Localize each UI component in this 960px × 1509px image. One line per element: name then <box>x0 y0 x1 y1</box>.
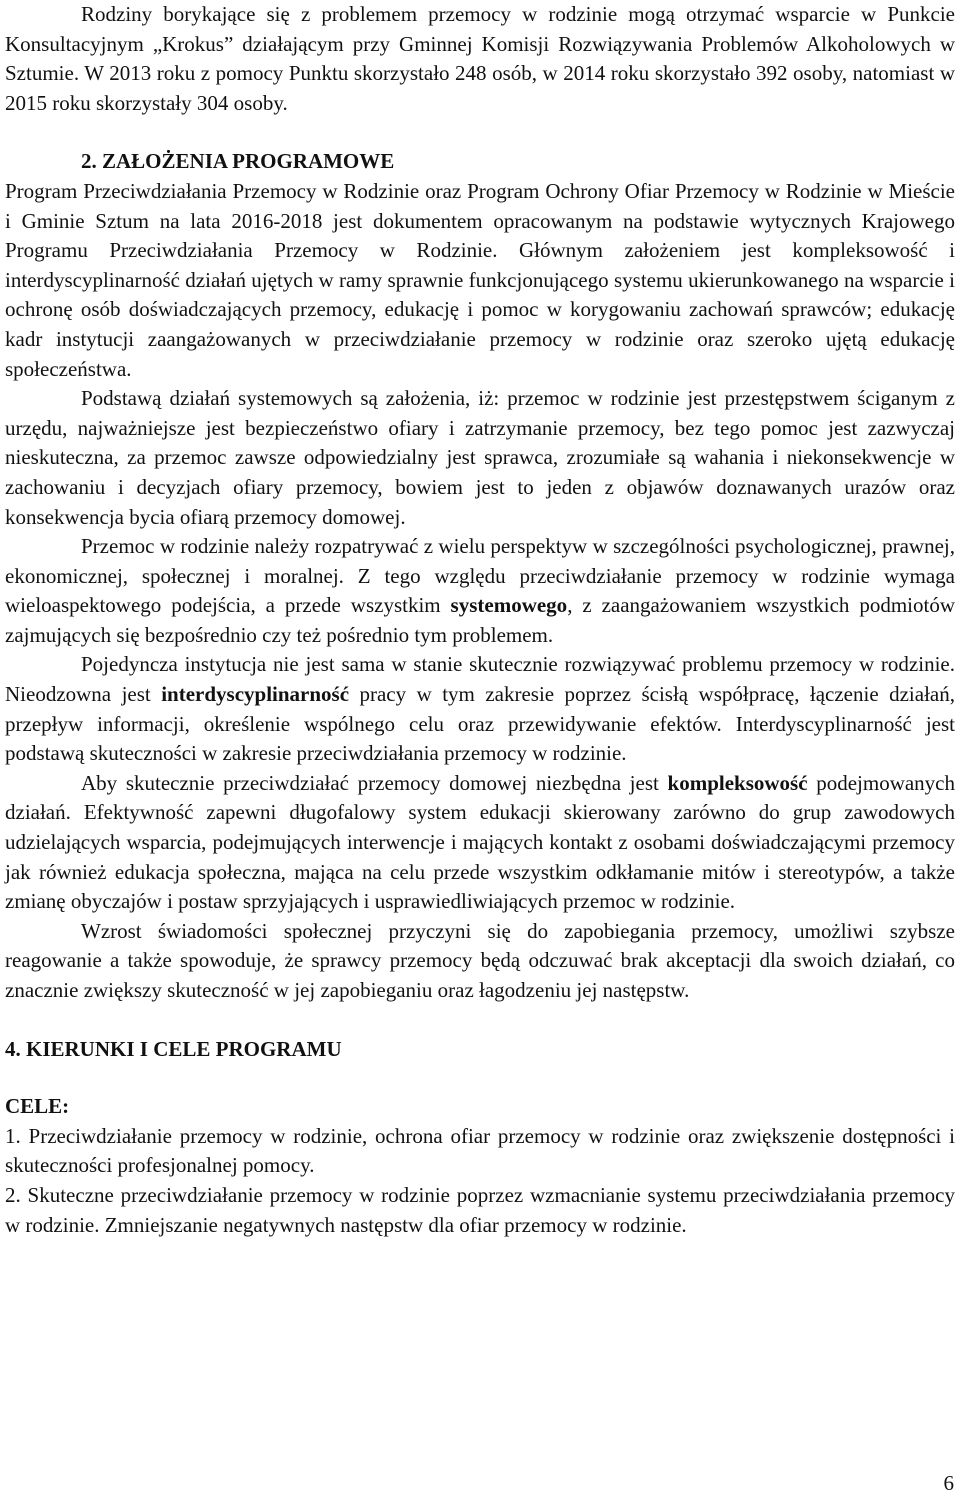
spacer <box>5 1006 955 1035</box>
goal-item-2: 2. Skuteczne przeciwdziałanie przemocy w rodzinie poprzez wzmacnianie systemu przeciwdziałania przemocy w rodzinie. Zmniejszanie negatywnych następstw dla ofiar przemocy w rodzinie. <box>5 1182 955 1237</box>
paragraph-text: pracy w tym zakresie poprzez ścisłą współpracę, łączenie działań, przepływ informacji, określenie wspólnego celu oraz przewidywanie efektów. Interdyscyplinarność jest podstawą skuteczności w zakresie przeciwdziałania przemocy w rodzinie. <box>5 682 955 766</box>
spacer <box>5 118 955 147</box>
section-2-heading: 2. ZAŁOŻENIA PROGRAMOWE <box>81 149 395 174</box>
goal-item-1: 1. Przeciwdziałanie przemocy w rodzinie, ochrona ofiar przemocy w rodzinie oraz zwiększenie dostępności i skuteczności profesjonalnej pomocy. <box>5 1123 955 1178</box>
section-2-paragraph-4 <box>5 650 955 768</box>
emphasis-systemowego: systemowego <box>450 593 568 618</box>
document-page <box>5 0 955 1240</box>
page-number: 6 <box>943 1471 954 1495</box>
emphasis-kompleksowosc: kompleksowość <box>667 770 808 795</box>
paragraph-text: podejmowanych działań. Efektywność zapewni długofalowy system edukacji skierowany zarówno do grup zawodowych udzielających wsparcia, podejmujących interwencje i mających kontakt z osobami doświadczającymi przemocy jak również edukacja społeczna, mająca na celu przede wszystkim odkłamanie mitów i stereotypów, a także zmianę obyczajów i postaw sprzyjających i usprawiedliwiających przemoc w rodzinie. <box>5 770 955 914</box>
intro-paragraph: Rodziny borykające się z problemem przemocy w rodzinie mogą otrzymać wsparcie w Punkcie Konsultacyjnym „Krokus” działającym przy Gminnej Komisji Rozwiązywania Problemów Alkoholowych w Sztumie. W 2013 roku z pomocy Punktu skorzystało 248 osób, w 2014 roku skorzystało 392 osoby, natomiast w 2015 roku skorzystały 304 osoby. <box>5 2 955 115</box>
section-2-paragraph-2: Podstawą działań systemowych są założenia, iż: przemoc w rodzinie jest przestępstwem ściganym z urzędu, najważniejsze jest bezpieczeństwo ofiary i zatrzymanie przemocy, bez tego pomoc jest zazwyczaj nieskuteczna, za przemoc zawsze odpowiedzialny jest sprawca, zrozumiałe są wahania i niekonsekwencje w zachowaniu i decyzjach ofiary przemocy, bowiem jest to jeden z objawów doznawanych urazów oraz konsekwencja bycia ofiarą przemocy domowej. <box>5 386 955 529</box>
paragraph-text: Przemoc w rodzinie należy rozpatrywać z wielu perspektyw w szczególności psychologicznej, prawnej, ekonomicznej, społecznej i moralnej. Z tego względu przeciwdziałanie przemocy w rodzinie wymaga wieloaspektowego podejścia, a przede wszystkim <box>5 534 955 618</box>
goals-heading: CELE: <box>5 1094 70 1119</box>
emphasis-interdyscyplinarnosc: interdyscyplinarność <box>161 682 350 707</box>
section-2-paragraph-3 <box>5 532 955 650</box>
section-2-paragraph-5 <box>5 769 955 917</box>
section-2-paragraph-6: Wzrost świadomości społecznej przyczyni się do zapobiegania przemocy, umożliwi szybsze reagowanie a także spowoduje, że sprawcy przemocy będą odczuwać brak akceptacji dla swoich działań, co znacznie zwiększy skuteczność w jej zapobieganiu oraz łagodzeniu jej następstw. <box>5 918 955 1002</box>
section-2-paragraph-1: Program Przeciwdziałania Przemocy w Rodzinie oraz Program Ochrony Ofiar Przemocy w Rodzinie w Mieście i Gminie Sztum na lata 2016-2018 jest dokumentem opracowanym na podstawie wytycznych Krajowego Programu Przeciwdziałania Przemocy w Rodzinie. Głównym założeniem jest kompleksowość i interdyscyplinarność działań ujętych w ramy sprawnie funkcjonującego systemu ukierunkowanego na wsparcie i ochronę osób doświadczających przemocy, edukację i pomoc w korygowaniu zachowań sprawców; edukację kadr instytucji zaangażowanych w przeciwdziałanie przemocy w rodzinie oraz szeroko ujętą edukację społeczeństwa. <box>5 178 955 381</box>
paragraph-text: Pojedyncza instytucja nie jest sama w stanie skutecznie rozwiązywać problemu przemocy w rodzinie. Nieodzowna jest <box>5 652 955 707</box>
spacer <box>5 1064 955 1092</box>
section-4-heading: 4. KIERUNKI I CELE PROGRAMU <box>5 1036 342 1061</box>
paragraph-text: Aby skutecznie przeciwdziałać przemocy domowej niezbędna jest <box>81 770 668 795</box>
paragraph-text: , z zaangażowaniem wszystkich podmiotów zajmujących się bezpośrednio czy też pośrednio tym problemem. <box>5 593 955 647</box>
